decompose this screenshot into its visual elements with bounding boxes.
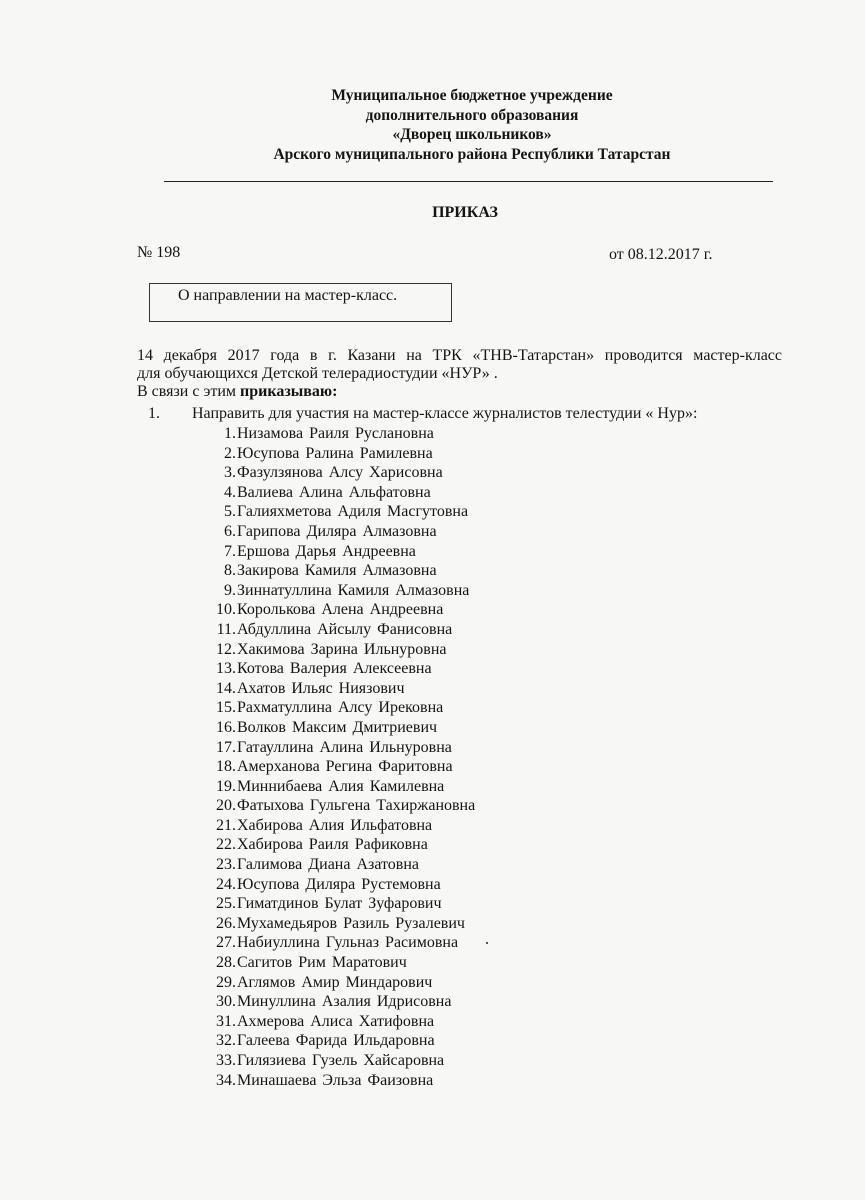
participant-name: Котова Валерия Алексеевна: [237, 660, 432, 678]
participant-item: [198, 463, 443, 483]
participant-item: [198, 698, 444, 718]
participant-number: 6.: [224, 522, 236, 540]
participant-item: [198, 620, 453, 640]
participant-number: 26.: [216, 914, 236, 932]
participant-number: 22.: [216, 836, 236, 854]
participant-number: 18.: [216, 758, 236, 776]
participant-item: [198, 1012, 435, 1032]
participant-name: Хабирова Алия Ильфатовна: [237, 816, 433, 834]
participant-list: [198, 424, 476, 1090]
participant-item: [198, 581, 470, 601]
body-line-2: для обучающихся Детской телерадиостудии «НУР» .: [137, 365, 498, 382]
participant-number: 25.: [216, 895, 236, 913]
participant-number: 34.: [216, 1071, 236, 1089]
participant-number: 32.: [216, 1032, 236, 1050]
participant-name: Гатауллина Алина Ильнуровна: [237, 738, 452, 756]
participant-number: 20.: [216, 797, 236, 815]
participant-name: Галияхметова Адиля Масгутовна: [237, 503, 469, 521]
participant-item: [198, 1051, 445, 1071]
participant-item: [198, 816, 433, 836]
participant-name: Галимова Диана Азатовна: [237, 856, 420, 874]
order-number: № 198: [137, 244, 181, 261]
participant-number: 7.: [224, 542, 236, 560]
participant-item: [198, 777, 445, 797]
participant-name: Набиуллина Гульназ Расимовна: [237, 934, 459, 952]
participant-number: 2.: [224, 444, 236, 462]
participant-item: [198, 796, 476, 816]
subject-text: О направлении на мастер-класс.: [178, 287, 398, 304]
participant-name: Фазулзянова Алсу Харисовна: [237, 464, 443, 482]
participant-number: 30.: [216, 993, 236, 1011]
participant-name: Ахмерова Алиса Хатифовна: [237, 1012, 435, 1030]
participant-item: [198, 718, 438, 738]
header-line-2: дополнительного образования: [365, 106, 579, 124]
participant-number: 23.: [216, 856, 236, 874]
participant-name: Зиннатуллина Камиля Алмазовна: [237, 581, 470, 599]
stray-mark: [486, 942, 488, 944]
subject-box: [149, 283, 452, 322]
participant-name: Хакимова Зарина Ильнуровна: [237, 640, 447, 658]
participant-item: [198, 522, 437, 542]
body-text: [137, 347, 782, 401]
participant-number: 27.: [216, 934, 236, 952]
participant-number: 28.: [216, 954, 236, 972]
participant-item: [198, 502, 469, 522]
participant-item: [198, 835, 428, 855]
participant-number: 9.: [224, 581, 236, 599]
order-date: от 08.12.2017 г.: [609, 246, 713, 263]
participant-name: Абдуллина Айсылу Фанисовна: [237, 620, 453, 638]
participant-item: [198, 894, 442, 914]
participant-name: Минашаева Эльза Фаизовна: [237, 1071, 434, 1089]
participant-name: Волков Максим Дмитриевич: [237, 718, 438, 736]
participant-number: 16.: [216, 718, 236, 736]
participant-number: 31.: [216, 1012, 236, 1030]
participant-item: [198, 757, 453, 777]
participant-name: Сагитов Рим Маратович: [237, 954, 407, 972]
participant-name: Ершова Дарья Андреевна: [237, 542, 416, 560]
participant-number: 24.: [216, 875, 236, 893]
participant-name: Валиева Алина Альфатовна: [237, 483, 431, 501]
participant-number: 3.: [224, 464, 236, 482]
participant-number: 5.: [224, 503, 236, 521]
participant-number: 1.: [224, 425, 236, 442]
document-title: ПРИКАЗ: [432, 204, 498, 221]
participant-name: Юсупова Ралина Рамилевна: [237, 444, 433, 462]
participant-name: Гарипова Диляра Алмазовна: [237, 522, 437, 540]
participant-item: [198, 679, 405, 699]
header-line-1: Муниципальное бюджетное учреждение: [331, 87, 613, 104]
participant-item: [198, 738, 452, 758]
participant-number: 29.: [216, 973, 236, 991]
participant-number: 4.: [224, 483, 236, 501]
participant-name: Мухамедьяров Разиль Рузалевич: [237, 914, 465, 932]
participant-item: [198, 424, 434, 444]
participant-name: Юсупова Диляра Рустемовна: [237, 875, 441, 893]
header-line-3: «Дворец школьников»: [392, 126, 552, 143]
participant-item: [198, 992, 452, 1012]
participant-number: 33.: [216, 1052, 236, 1069]
participant-item: [198, 933, 459, 953]
participant-name: Низамова Раиля Руслановна: [237, 425, 434, 442]
participant-item: [198, 1031, 435, 1051]
participant-name: Миннибаева Алия Камилевна: [237, 777, 445, 795]
participant-number: 12.: [216, 640, 236, 658]
organization-header: [0, 86, 865, 164]
participant-name: Хабирова Раиля Рафиковна: [237, 836, 428, 854]
participant-item: [198, 483, 431, 503]
order-item-number: 1.: [148, 405, 160, 422]
order-keyword: приказываю:: [240, 383, 338, 400]
header-divider: [164, 181, 773, 182]
participant-item: [198, 953, 407, 973]
participant-item: [198, 659, 432, 679]
participant-name: Фатыхова Гульгена Тахиржановна: [237, 797, 476, 815]
participant-number: 11.: [216, 620, 236, 638]
participant-item: [198, 561, 437, 581]
participant-name: Королькова Алена Андреевна: [237, 601, 444, 619]
participant-item: [198, 600, 444, 620]
participant-name: Галеева Фарида Ильдаровна: [237, 1032, 435, 1050]
participant-number: 8.: [224, 562, 236, 580]
participant-item: [198, 640, 447, 660]
participant-item: [198, 875, 441, 895]
participant-number: 13.: [216, 660, 236, 678]
participant-number: 14.: [216, 679, 236, 697]
participant-number: 17.: [216, 738, 236, 756]
order-item-1: [148, 405, 697, 423]
participant-item: [198, 973, 433, 993]
body-line-1: 14 декабря 2017 года в г. Казани на ТРК «ТНВ-Татарстан» проводится мастер-класс: [137, 347, 782, 364]
body-line-3: [137, 383, 782, 401]
participant-item: [198, 1071, 434, 1091]
participant-name: Амерханова Регина Фаритовна: [237, 758, 453, 776]
participant-name: Закирова Камиля Алмазовна: [237, 562, 437, 580]
participant-item: [198, 444, 433, 464]
participant-number: 19.: [216, 777, 236, 795]
body-line-3-prefix: В связи с этим: [137, 383, 241, 400]
participant-number: 10.: [216, 601, 236, 619]
participant-name: Минуллина Азалия Идрисовна: [237, 993, 452, 1011]
participant-name: Гиматдинов Булат Зуфарович: [237, 895, 442, 913]
participant-name: Рахматуллина Алсу Ирековна: [237, 699, 444, 717]
participant-name: Ахатов Ильяс Ниязович: [237, 679, 405, 697]
participant-number: 15.: [216, 699, 236, 717]
participant-item: [198, 914, 465, 934]
participant-item: [198, 542, 416, 562]
participant-number: 21.: [216, 816, 236, 834]
participant-item: [198, 855, 420, 875]
participant-name: Гилязиева Гузель Хайсаровна: [237, 1052, 445, 1069]
header-line-4: Арского муниципального района Республики Татарстан: [273, 145, 671, 163]
participant-name: Аглямов Амир Миндарович: [237, 973, 433, 991]
order-item-text: Направить для участия на мастер-классе журналистов телестудии « Нур»:: [192, 405, 698, 422]
